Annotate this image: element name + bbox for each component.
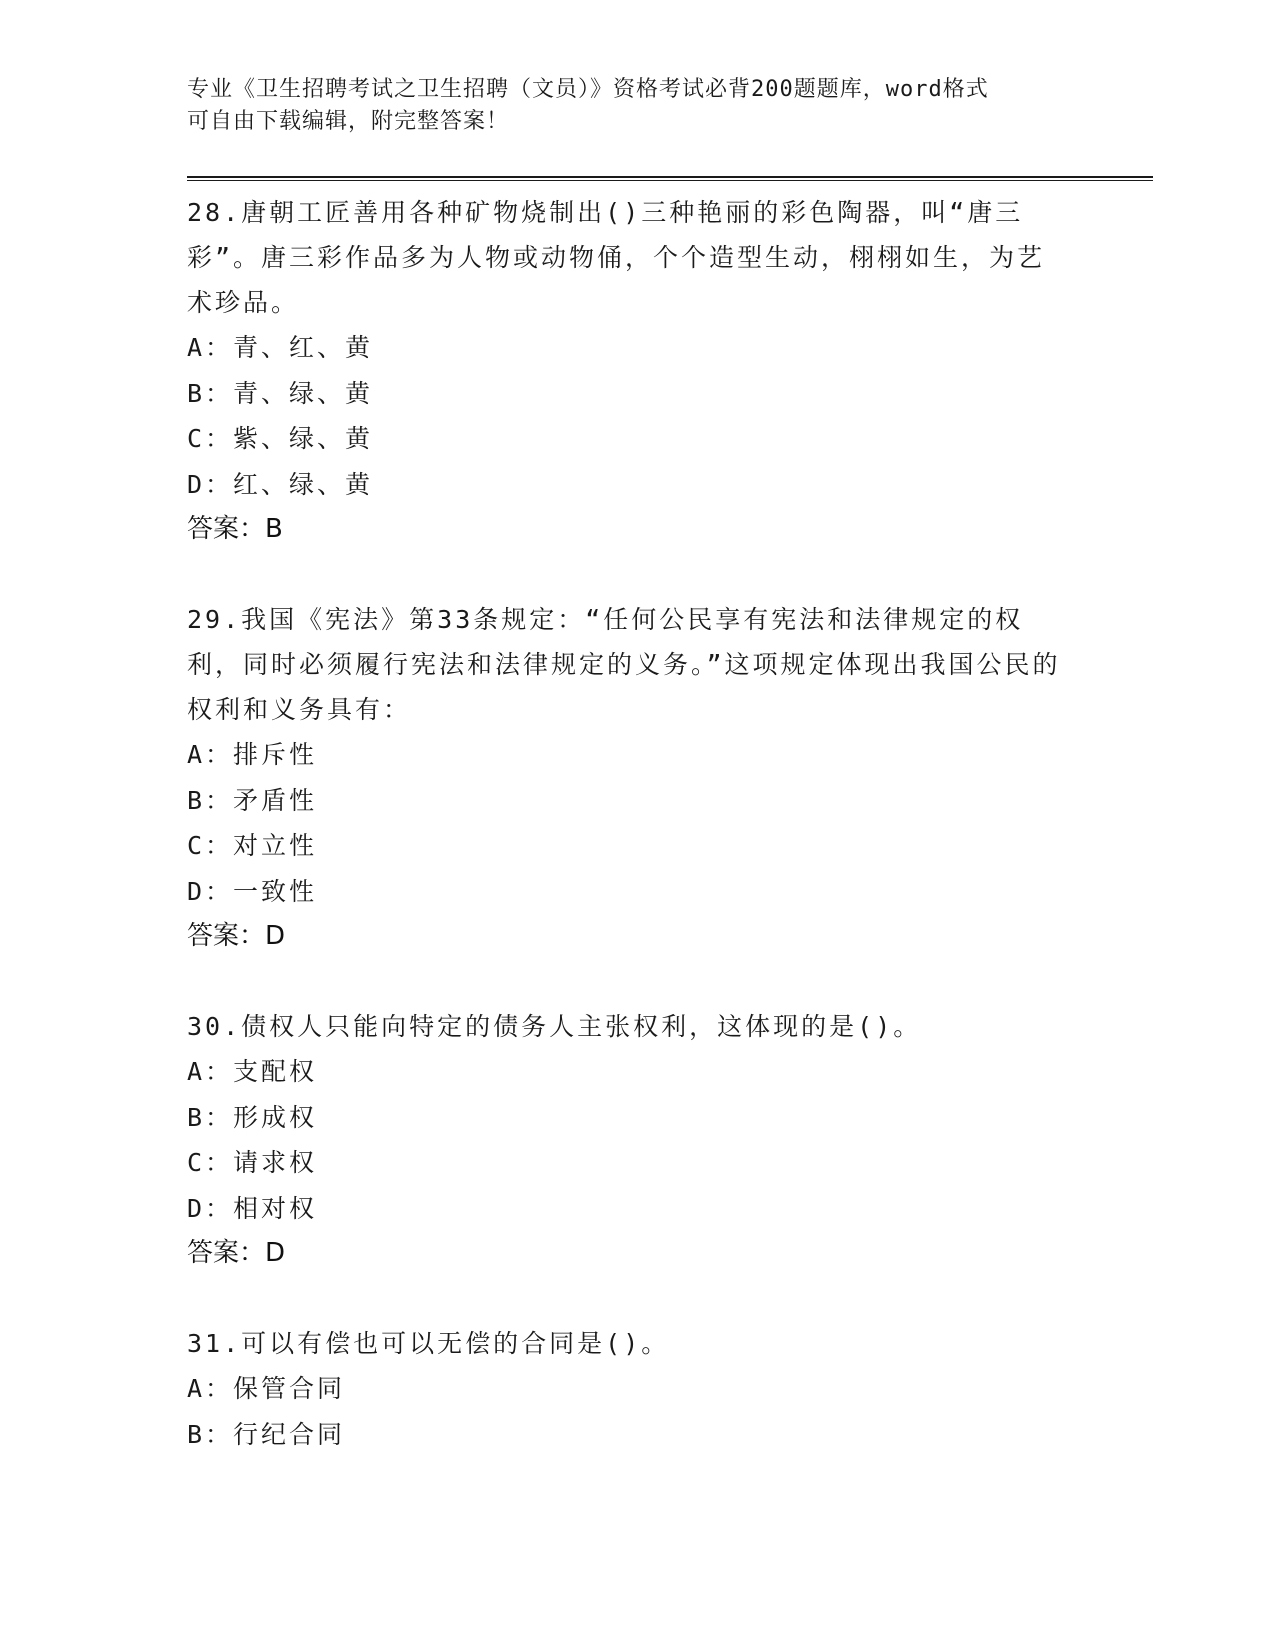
option-c: C：对立性 <box>187 831 318 860</box>
spacer <box>187 552 1067 597</box>
option-c: C：请求权 <box>187 1148 318 1177</box>
question-text: 31.可以有偿也可以无偿的合同是()。 <box>187 1329 670 1358</box>
header-line-1: 专业《卫生招聘考试之卫生招聘（文员）》资格考试必背200题题库，word格式 <box>187 77 989 102</box>
answer-label: 答案：D <box>187 1238 286 1268</box>
option-a: A：支配权 <box>187 1057 318 1086</box>
option-d: D：相对权 <box>187 1193 318 1223</box>
question-list <box>187 190 1067 1457</box>
option-a: A：排斥性 <box>187 740 318 769</box>
option-d: D：红、绿、黄 <box>187 469 374 499</box>
question-31 <box>187 1321 1067 1457</box>
question-29 <box>187 597 1067 959</box>
spacer <box>187 1276 1067 1321</box>
option-d: D：一致性 <box>187 876 318 906</box>
question-30 <box>187 1004 1067 1276</box>
option-a: A：保管合同 <box>187 1374 346 1403</box>
question-text: 28.唐朝工匠善用各种矿物烧制出()三种艳丽的彩色陶器，叫“唐三彩”。唐三彩作品多为人物或动物俑，个个造型生动，栩栩如生，为艺术珍品。 <box>187 198 1046 317</box>
option-c: C：紫、绿、黄 <box>187 424 374 453</box>
header-divider <box>187 176 1153 181</box>
question-text: 29.我国《宪法》第33条规定：“任何公民享有宪法和法律规定的权利，同时必须履行宪法和法律规定的义务。”这项规定体现出我国公民的权利和义务具有： <box>187 605 1061 724</box>
answer-label: 答案：D <box>187 921 286 951</box>
option-b: B：行纪合同 <box>187 1419 346 1449</box>
option-a: A：青、红、黄 <box>187 333 374 362</box>
option-b: B：青、绿、黄 <box>187 378 374 408</box>
question-text: 30.债权人只能向特定的债务人主张权利，这体现的是()。 <box>187 1012 922 1041</box>
header-line-2: 可自由下载编辑，附完整答案！ <box>187 109 510 134</box>
option-b: B：矛盾性 <box>187 785 318 815</box>
question-28 <box>187 190 1067 552</box>
spacer <box>187 959 1067 1004</box>
answer-label: 答案：B <box>187 514 283 544</box>
option-b: B：形成权 <box>187 1102 318 1132</box>
document-header <box>187 74 1067 138</box>
